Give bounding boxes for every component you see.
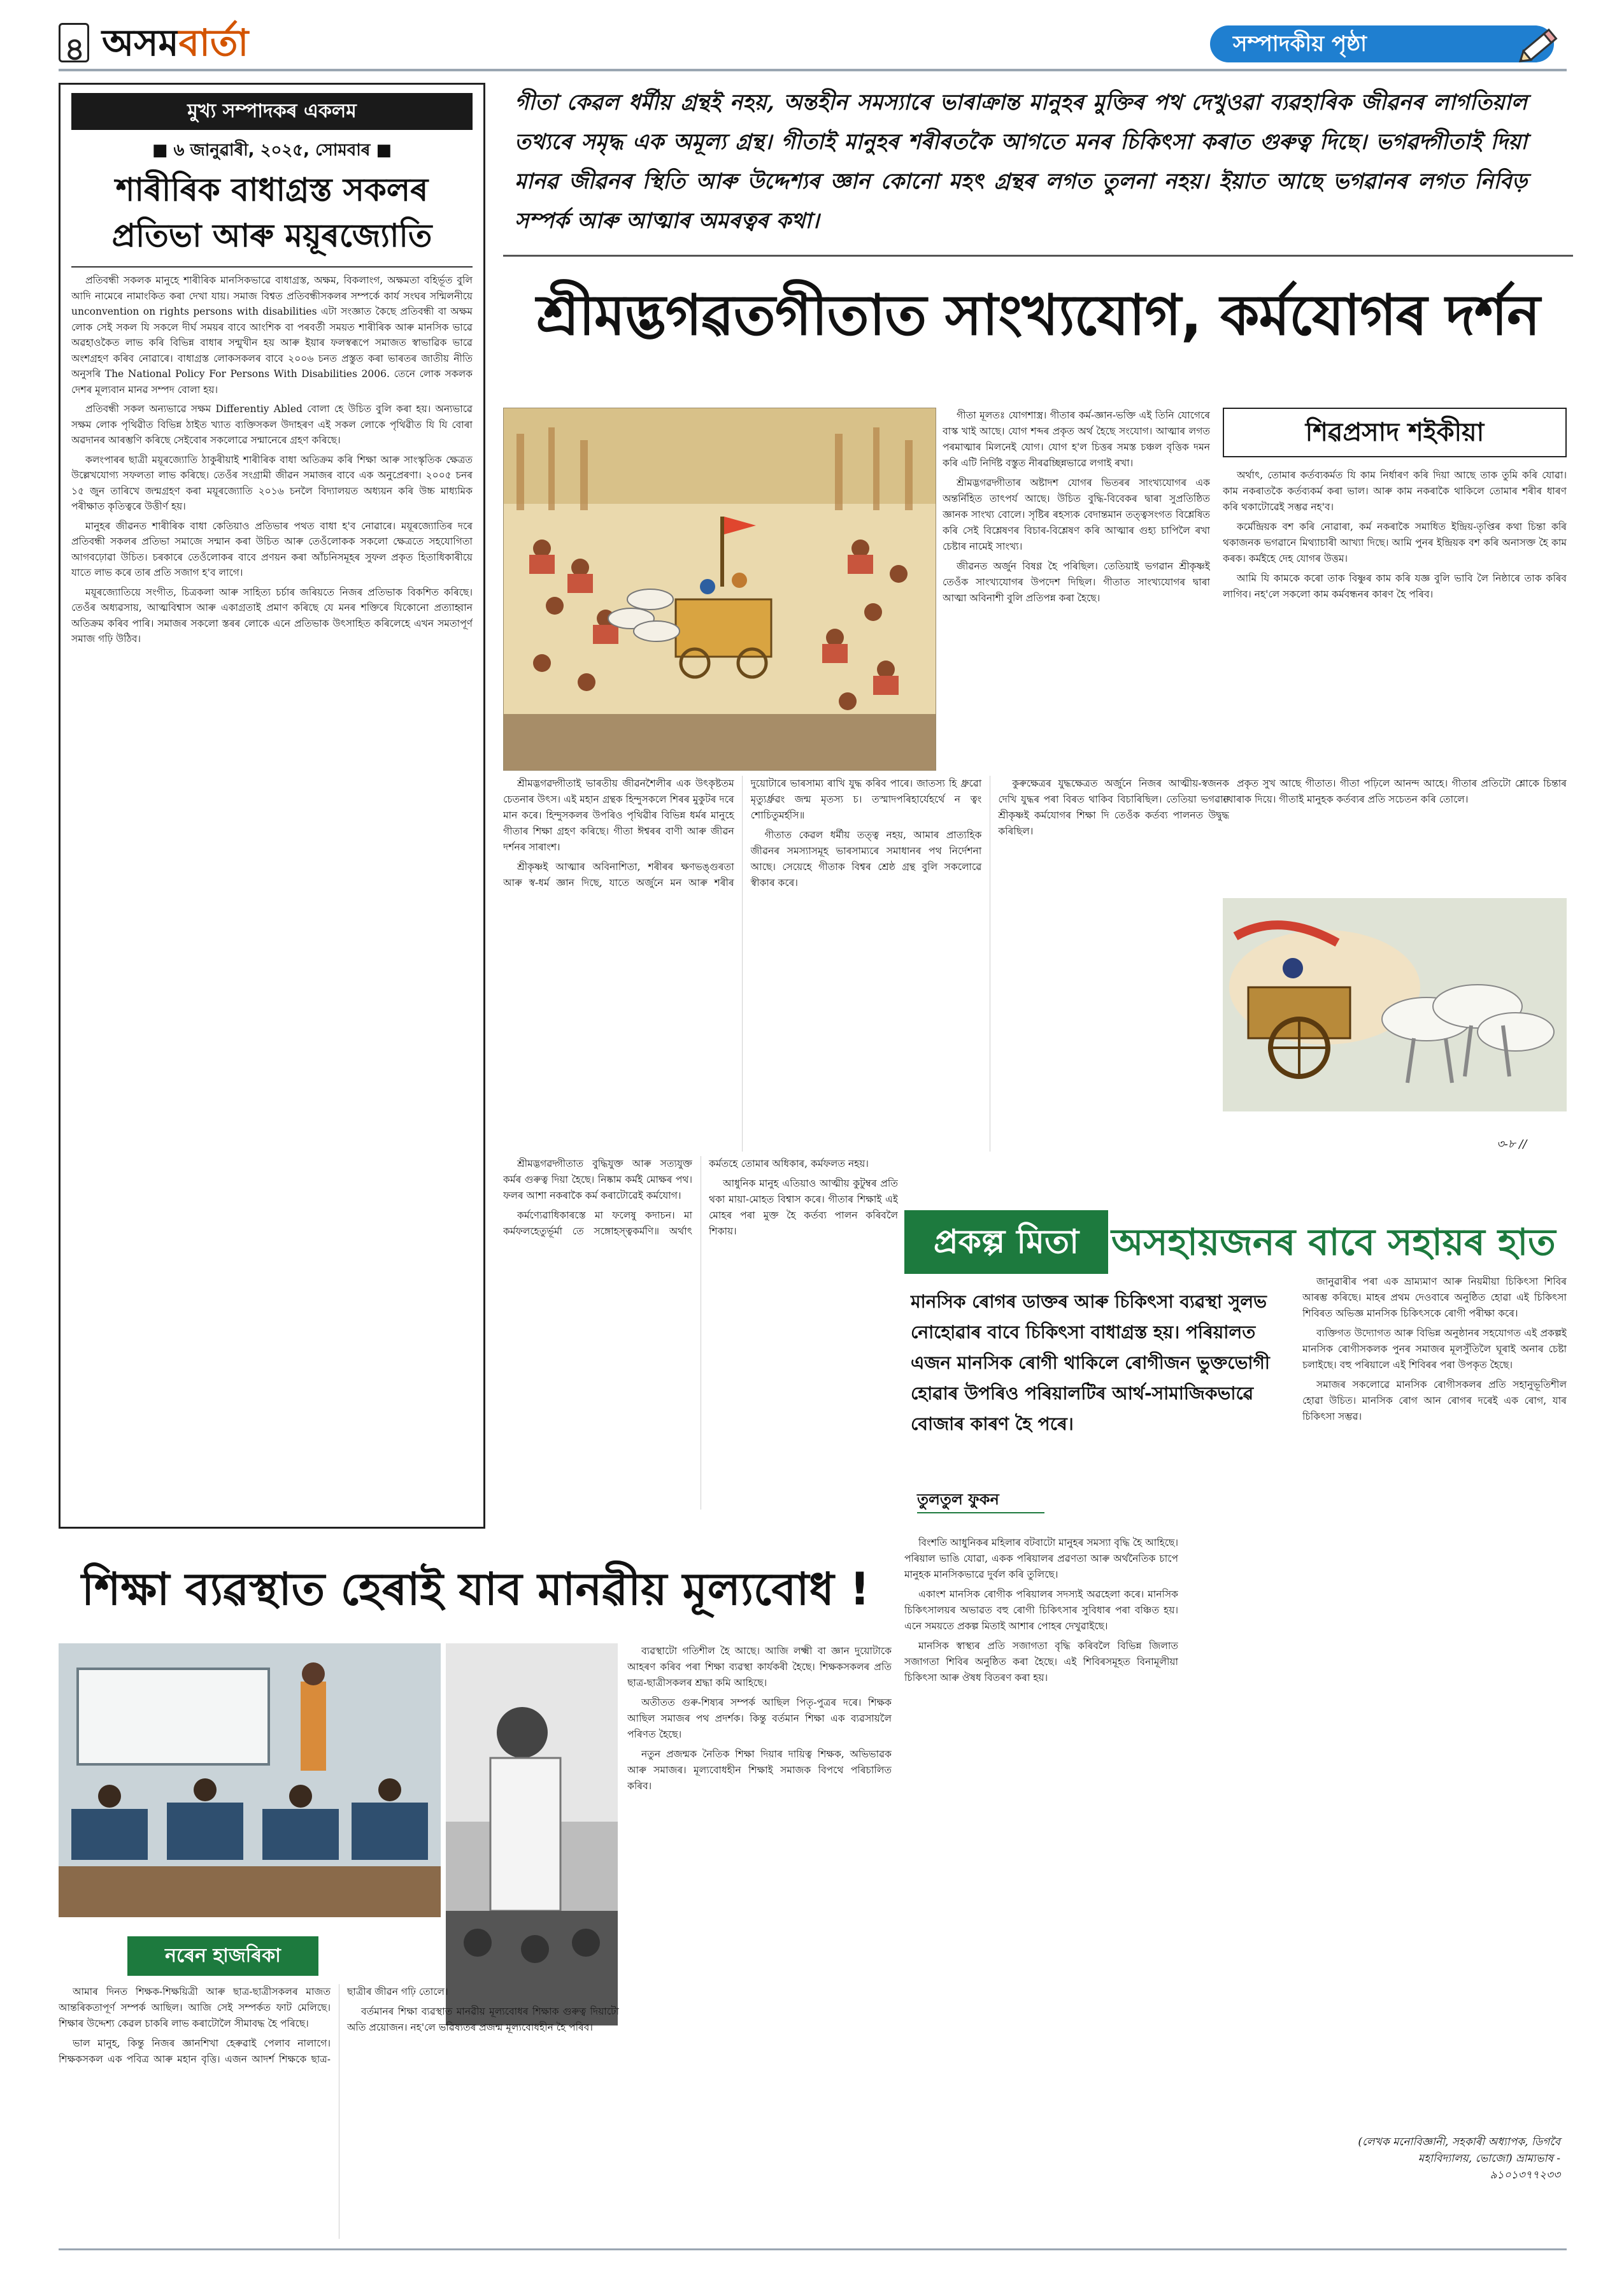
classroom-photo [59,1643,441,1917]
article-signature: ৩-৮ // [1497,1138,1527,1151]
paragraph: আমাৰ দিনত শিক্ষক-শিক্ষয়িত্ৰী আৰু ছাত্ৰ-ছাত্ৰীসকলৰ মাজত আন্তৰিকতাপূৰ্ণ সম্পৰ্ক আছিল। আজি সেই সম্পৰ্কত ফাট মেলিছে। শিক্ষাৰ উদ্দেশ্য কেৱল চাকৰি লাভ কৰাটোলৈ সীমাবদ্ধ হৈ পৰিছে। [59,1986,331,2029]
paragraph: মানুহৰ জীৱনত শাৰীৰিক বাধা কেতিয়াও প্ৰতিভাৰ পথত বাধা হ'ব নোৱাৰে। ময়ূৰজ্যোতিৰ দৰে প্ৰতিবন্ধী সকলৰ প্ৰতিভা সমাজে সন্মান কৰা উচিত আৰু তেওঁলোকক সকলো ক্ষেত্ৰতে সহযোগিতা আগবঢ়োৱা উচিত। চৰকাৰে তেওঁলোকৰ বাবে প্ৰণয়ন কৰা আঁচনিসমূহৰ সুফল প্ৰকৃত হিতাধিকাৰীয়ে যাতে লাভ কৰে তাৰ প্ৰতি সজাগ হ'ব লাগে। [71,520,473,578]
education-column-1 [627,1643,892,2236]
paragraph: প্ৰকৃত সুখ আছে গীতাত। গীতা পঢ়িলে আনন্দ আহে। গীতাৰ প্ৰতিটো শ্লোকে চিন্তাৰ খোৰাক দিয়ে। গীতাই মানুহক কৰ্তব্যৰ প্ৰতি সচেতন কৰি তোলে। [1223,778,1567,805]
paragraph: একাংশ মানসিক ৰোগীক পৰিয়ালৰ সদস্যই অৱহেলা কৰে। মানসিক চিকিৎসালয়ৰ অভাৱত বহু ৰোগী চিকিৎসাৰ সুবিধাৰ পৰা বঞ্চিত হয়। এনে সময়তে প্ৰকল্প মিতাই আশাৰ পোহৰ দেখুৱাইছে। [904,1589,1178,1632]
article-author: শিৱপ্ৰসাদ শইকীয়া [1305,418,1485,447]
paragraph: ভাল মানুহ, কিন্তু নিজৰ জ্ঞানশিখা হেৰুৱাই পেলাব নালাগে। শিক্ষকসকল এক পবিত্ৰ আৰু মহান বৃত্তি। এজন আদৰ্শ শিক্ষকে ছাত্ৰ-ছাত্ৰীৰ জীৱন গঢ়ি তোলে। [59,1986,448,2065]
paragraph: কুৰুক্ষেত্ৰৰ যুদ্ধক্ষেত্ৰত অৰ্জুনে নিজৰ আত্মীয়-স্বজনক দেখি যুদ্ধৰ পৰা বিৰত থাকিব বিচাৰিছিল। তেতিয়া ভগৱান শ্ৰীকৃষ্ণই কৰ্মযোগৰ শিক্ষা দি তেওঁক কৰ্তব্য পালনত উদ্বুদ্ধ কৰিছিল। [998,778,1229,837]
paragraph: গীতাত কেৱল ধৰ্মীয় তত্ত্ব নহয়, আমাৰ প্ৰাত্যহিক জীৱনৰ সমস্যাসমূহ ভাৰসাম্যৰে সমাধানৰ পথ নিৰ্দেশনা আছে। সেয়েহে গীতাক বিশ্বৰ শ্ৰেষ্ঠ গ্ৰন্থ বুলি সকলোৱে স্বীকাৰ কৰে। [750,829,982,889]
paragraph: শ্ৰীমদ্ভগৱদ্গীতাত বুদ্ধিযুক্ত আৰু সত্যযুক্ত কৰ্মৰ গুৰুত্ব দিয়া হৈছে। নিষ্কাম কৰ্মই মোক্ষৰ পথ। ফলৰ আশা নকৰাকৈ কৰ্ম কৰাটোৱেই কৰ্মযোগ। [503,1158,692,1201]
article-body-middle [503,776,1229,1152]
education-author: নৰেন হাজৰিকা [127,1936,318,1976]
project-intro: মানসিক ৰোগৰ ডাক্তৰ আৰু চিকিৎসা ব্যৱস্থা সুলভ নোহোৱাৰ বাবে চিকিৎসা বাধাগ্ৰস্ত হয়। পৰিয়ালত এজন মানসিক ৰোগী থাকিলে ৰোগীজন ভুক্তভোগী হোৱাৰ উপৰিও পৰিয়ালটিৰ আৰ্থ-সামাজিকভাৱে বোজাৰ কাৰণ হৈ পৰে। [911,1291,1270,1434]
article-column-b [1223,468,1567,767]
paragraph: ব্যৱস্থাটো গতিশীল হৈ আছে। আজি লক্ষ্মী বা জ্ঞান দুয়োটাকে আহৰণ কৰিব পৰা শিক্ষা ব্যৱস্থা কাৰ্যকৰী হৈছে। শিক্ষকসকলৰ প্ৰতি ছাত্ৰ-ছাত্ৰীসকলৰ শ্ৰদ্ধা কমি আহিছে। [627,1645,892,1689]
paragraph: শ্ৰীকৃষ্ণই আত্মাৰ অবিনাশিতা, শৰীৰৰ ক্ষণভঙ্গুৰতা আৰু স্ব-ধৰ্ম জ্ঞান দিছে, যাতে অৰ্জুনে মন আৰু শৰীৰ দুয়োটাৰে ভাৰসাম্য ৰাখি যুদ্ধ কৰিব পাৰে। জাতস্য হি ধ্ৰুৱো মৃত্যুৰ্ধ্ৰুৱং জন্ম মৃতস্য চ। তস্মাদপৰিহাৰ্যেহৰ্থে ন ত্বং শোচিতুমৰ্হসি॥ [503,778,982,889]
paragraph: শ্ৰীমদ্ভগৱদ্গীতাই ভাৰতীয় জীৱনশৈলীৰ এক উৎকৃষ্টতম চেতনাৰ উৎস। এই মহান গ্ৰন্থক হিন্দুসকলে শিৰৰ মুকুটৰ দৰে মান কৰে। হিন্দুসকলৰ উপৰিও পৃথিৱীৰ বিভিন্ন ধৰ্মৰ মানুহে গীতাৰ শিক্ষা গ্ৰহণ কৰিছে। গীতা ঈশ্বৰৰ বাণী আৰু জীৱন দৰ্শনৰ সাৰাংশ। [503,778,734,853]
education-headline: শিক্ষা ব্যৱস্থাত হেৰাই যাব মানৱীয় মূল্যবোধ ! [82,1563,870,1615]
project-column-1 [904,1535,1178,2236]
paragraph: অতীতত গুৰু-শিষ্যৰ সম্পৰ্ক আছিল পিতৃ-পুত্ৰৰ দৰে। শিক্ষক আছিল সমাজৰ পথ প্ৰদৰ্শক। কিন্তু বৰ্তমান শিক্ষা এক ব্যৱসায়লৈ পৰিণত হৈছে। [627,1697,892,1740]
paragraph: বৰ্তমানৰ শিক্ষা ব্যৱস্থাত মানৱীয় মূল্যবোধৰ শিক্ষাক গুৰুত্ব দিয়াটো অতি প্ৰয়োজন। নহ'লে ভৱিষ্যতৰ প্ৰজন্ম মূল্যবোধহীন হৈ পৰিব। [347,2006,619,2033]
editor-column-date: ■ ৬ জানুৱাৰী, ২০২৫, সোমবাৰ ■ [152,141,392,160]
project-author-credit: (লেখক মনোবিজ্ঞানী, সহকাৰী অধ্যাপক, ডিগবৈ মহাবিদ্যালয়, ভোজো) ভ্ৰাম্যভাষ - ৯১০১৩৭৭২৩৩ [1358,2136,1560,2182]
main-headline: শ্ৰীমদ্ভগৱতগীতাত সাংখ্যযোগ, কৰ্মযোগৰ দৰ্শন [536,282,1540,348]
paragraph: কলংপাৰৰ ছাত্ৰী ময়ূৰজ্যোতি ঠাকুৰীয়াই শাৰীৰিক বাধা অতিক্ৰম কৰি শিক্ষা আৰু সাংস্কৃতিক ক্ষেত্ৰত উল্লেখযোগ্য সফলতা লাভ কৰিছে। তেওঁৰ সংগ্ৰামী জীৱন সমাজৰ বাবে এক অনুপ্ৰেৰণা। ২০০৫ চনৰ ১৫ জুন তাৰিখে জন্মগ্ৰহণ কৰা ময়ূৰজ্যোতি ২০১৬ চনলৈ বিদ্যালয়ত অধ্যয়ন কৰি উচ্চ মাধ্যমিক পৰীক্ষাত কৃতিত্বৰে উত্তীৰ্ণ হয়। [71,454,473,512]
footer-rule [59,2248,1567,2250]
project-title: অসহায়জনৰ বাবে সহায়ৰ হাত [1111,1220,1556,1264]
editor-column-body [71,273,473,1524]
article-column-c [1223,776,1567,890]
paragraph: গীতা মূলতঃ যোগশাস্ত্ৰ। গীতাৰ কৰ্ম-জ্ঞান-ভক্তি এই তিনি যোগেৰে বাস্ক খাই আছে। যোগ শব্দৰ প্ৰকৃত অৰ্থ হৈছে সংযোগ। আত্মাৰ লগত পৰমাত্মাৰ মিলনেই যোগ। যোগ হ'ল চিত্তৰ সমস্ত চঞ্চল বৃত্তিক দমন কৰি এটি নিৰ্দিষ্ট বস্তুত নীৰৱচ্ছিন্নভাৱে লগাই ৰখা। [943,410,1210,469]
editor-column-title: শাৰীৰিক বাধাগ্ৰস্ত সকলৰ প্ৰতিভা আৰু ময়ূৰজ্যোতি [111,171,432,254]
page-number: ৪ [64,31,85,68]
paragraph: আমি যি কামকে কৰো তাক বিষ্ণুৰ কাম কৰি যজ্ঞ বুলি ভাবি লৈ নিষ্ঠাৰে তাক কৰিব লাগিব। নহ'লে সকলো কাম কৰ্মবন্ধনৰ কাৰণ হৈ পৰিব। [1223,573,1567,600]
paragraph: ময়ূৰজ্যোতিয়ে সংগীত, চিত্ৰকলা আৰু সাহিত্য চৰ্চাৰ জৰিয়তে নিজৰ প্ৰতিভাক বিকশিত কৰিছে। তেওঁৰ অধ্যৱসায়, আত্মবিশ্বাস আৰু একাগ্ৰতাই প্ৰমাণ কৰিছে যে মনৰ শক্তিৰে যিকোনো প্ৰত্যাহ্বান অতিক্ৰম কৰিব পাৰি। সমাজৰ সকলো স্তৰৰ লোকে এনে প্ৰতিভাক উৎসাহিত কৰিলেহে এখন সমতাপূৰ্ণ সমাজ গঢ়ি উঠিব। [71,586,473,645]
project-column-2 [1302,1274,1567,2236]
teacher-photo [446,1643,618,2025]
paragraph: প্ৰতিবন্ধী সকলক মানুহে শাৰীৰিক মানসিকভাৱে বাধাগ্ৰস্ত, অক্ষম, বিকলাংগ, অক্ষমতা বহিৰ্ভূত বুলি আদি নামেৰে নামাংকিত কৰা দেখা যায়। সমাজ বিশ্বত প্ৰতিবন্ধীসকলৰ সম্পৰ্কে কাৰ্য সংঘৰ সন্মিলনীয়ে unconvention on rights persons with disabilities এটা সংজ্ঞাত কৈছে প্ৰতিবন্ধী বা অক্ষম লোক সেই সকল যি সকলে দীৰ্ঘ সময়ৰ বাবে আংশিক বা পৰবৰ্তী সময়ত শাৰীৰিক আৰু মানসিক ভাৱে অৱহাওকৈত লাভ কৰি বিভিন্ন বাধাৰ সন্মুখীন হয় আৰু ইয়াৰ ফলস্বৰূপে সমাজত স্বাভাৱিক ভাৱে অংশগ্ৰহণ কৰিব নোৱাৰে। বাধাগ্ৰস্ত লোকসকলৰ বাবে ২০০৬ চনত প্ৰস্তুত কৰা ভাৰতৰ জাতীয় নীতি অনুসৰি The National Policy For Persons With Disabilities 2006. তেনে লোক সকলক দেশৰ মূল্যবান মানৱ সম্পদ বোলা হয়। [71,275,473,396]
logo-part1: অসম [102,21,179,64]
kurukshetra-painting [503,408,936,771]
paragraph: মানসিক স্বাস্থ্যৰ প্ৰতি সজাগতা বৃদ্ধি কৰিবলৈ বিভিন্ন জিলাত সজাগতা শিবিৰ অনুষ্ঠিত কৰা হৈছে। এই শিবিৰসমূহত বিনামূলীয়া চিকিৎসা আৰু ঔষধ বিতৰণ কৰা হয়। [904,1640,1178,1683]
paragraph: সমাজৰ সকলোৱে মানসিক ৰোগীসকলৰ প্ৰতি সহানুভূতিশীল হোৱা উচিত। মানসিক ৰোগ আন ৰোগৰ দৰেই এক ৰোগ, যাৰ চিকিৎসা সম্ভৱ। [1302,1379,1567,1422]
chariot-painting [1223,898,1567,1111]
article-column-a [943,408,1210,771]
paragraph: আধুনিক মানুহ এতিয়াও আত্মীয় কুটুম্বৰ প্ৰতি থকা মায়া-মোহত বিশ্বাস কৰে। গীতাৰ শিক্ষাই এই মোহৰ পৰা মুক্ত হৈ কৰ্তব্য পালন কৰিবলৈ শিকায়। [709,1178,898,1237]
editor-title-rule [71,266,473,268]
article-body-bottom [503,1156,898,1510]
paragraph: জীৱনত অৰ্জুন বিষণ্ণ হৈ পৰিছিল। তেতিয়াই ভগৱান শ্ৰীকৃষ্ণই তেওঁক সাংখ্যযোগৰ উপদেশ দিছিল। গীতাত সাংখ্যযোগৰ দ্বাৰা আত্মা অবিনাশী বুলি প্ৰতিপন্ন কৰা হৈছে। [943,561,1210,604]
paragraph: শ্ৰীমদ্ভগৱদ্গীতাৰ অষ্টাদশ যোগৰ ভিতৰৰ সাংখ্যযোগৰ এক অন্তৰ্নিহিত তাৎপৰ্য আছে। উচিত বুদ্ধি-বিবেকৰ দ্বাৰা সুপ্ৰতিষ্ঠিত জ্ঞানক সাংখ্য বোলে। সৃষ্টিৰ ৰহস্যক বেদান্তমান তত্ত্বসংগত বিশ্লেষিত কৰি সেই বিশ্লেষণৰ বিচাৰ-বিশ্লেষণ কৰি আত্মাৰ গুহ্য চাপিলৈ ৰখা চেষ্টাৰ নামেই সাংখ্য। [943,477,1210,552]
section-label: সম্পাদকীয় পৃষ্ঠা [1210,25,1554,62]
paragraph: অৰ্থাৎ, তোমাৰ কৰ্তব্যকৰ্মত যি কাম নিৰ্ধাৰণ কৰি দিয়া আছে তাক তুমি কৰি যোৱা। কাম নকৰাতকৈ কৰ্তব্যকৰ্ম কৰা ভাল। আৰু কাম নকৰাকৈ থাকিলে তোমাৰ শৰীৰ ধাৰণ কৰি থকাটোৱেই সম্ভৱ নহ'ব। [1223,469,1567,513]
pencil-icon [1511,17,1568,74]
logo-part2: বাৰ্তা [178,21,249,64]
project-label: প্ৰকল্প মিতা [904,1210,1108,1274]
editor-column-header: মুখ্য সম্পাদকৰ একলম [71,93,473,130]
paragraph: জানুৱাৰীৰ পৰা এক ভ্ৰাম্যমাণ আৰু নিয়মীয়া চিকিৎসা শিবিৰ আৰম্ভ কৰিছে। মাহৰ প্ৰথম দেওবাৰে অনুষ্ঠিত হোৱা এই চিকিৎসা শিবিৰত অভিজ্ঞ মানসিক চিকিৎসকে ৰোগী পৰীক্ষা কৰে। [1302,1276,1567,1319]
paragraph: নতুন প্ৰজন্মক নৈতিক শিক্ষা দিয়াৰ দায়িত্ব শিক্ষক, অভিভাৱক আৰু সমাজৰ। মূল্যবোধহীন শিক্ষাই সমাজক বিপথে পৰিচালিত কৰিব। [627,1748,892,1792]
project-author: তুলতুল ফুকন [917,1488,1044,1513]
paragraph: কৰ্মণ্যেৱাধিকাৰস্তে মা ফলেষু কদাচন। মা কৰ্মফলহেতুৰ্ভূৰ্মা তে সঙ্গোহস্ত্বকৰ্মণি॥ অৰ্থাৎ কৰ্মতহে তোমাৰ অধিকাৰ, কৰ্মফলত নহয়। [503,1158,869,1237]
paragraph: প্ৰতিবন্ধী সকল অন্যভাৱে সক্ষম Differentiy Abled বোলা হে উচিত বুলি কৰা হয়। অন্যভাৱে সক্ষম লোক পৃথিৱীত বিভিন্ন ঠাইত খ্যাত ব্যক্তিসকল উদাহৰণ এই সকল লোকে পৃথিৱীত যি যি বোৰা অৱদানৰ আৰম্ভণি কৰিছে সেইবোৰ সকলোৱে সন্মানেৰে গ্ৰহণ কৰিছে। [71,403,473,446]
intro-rule [503,255,1573,257]
newspaper-logo [102,19,267,66]
paragraph: বিংশতি আধুনিকৰ মহিলাৰ বটবাটো মানুহৰ সমস্যা বৃদ্ধি হৈ আহিছে। পৰিয়াল ভাঙি যোৱা, একক পৰিয়ালৰ প্ৰৱণতা আৰু অৰ্থনৈতিক চাপে মানুহক মানসিকভাৱে দুৰ্বল কৰি তুলিছে। [904,1537,1178,1580]
paragraph: কৰ্মেন্দ্ৰিয়ক বশ কৰি নোৱাৰা, কৰ্ম নকৰাকৈ সমাধিত ইন্দ্ৰিয়-তৃপ্তিৰ কথা চিন্তা কৰি থকাজনক ভগৱানে মিথ্যাচাৰী আখ্যা দিছে। আমি পুনৰ ইন্দ্ৰিয়ক বশ কৰি অনাসক্ত হৈ কাম কৰক। কৰ্মইহে দেহ যোগৰ উত্তম। [1223,521,1567,564]
paragraph: ব্যক্তিগত উদ্যোগত আৰু বিভিন্ন অনুষ্ঠানৰ সহযোগত এই প্ৰকল্পই মানসিক ৰোগীসকলক পুনৰ সমাজৰ মূলসুঁতিলৈ ঘূৰাই অনাৰ চেষ্টা চলাইছে। বহু পৰিয়ালে এই শিবিৰৰ পৰা উপকৃত হৈছে। [1302,1327,1567,1371]
intro-quote: গীতা কেৱল ধৰ্মীয় গ্ৰন্থই নহয়, অন্তহীন সমস্যাৰে ভাৰাক্ৰান্ত মানুহৰ মুক্তিৰ পথ দেখুওৱা ব্যৱহাৰিক জীৱনৰ লাগতিয়াল তথ্যৰে সমৃদ্ধ এক অমূল্য গ্ৰন্থ। গীতাই মানুহৰ শৰীৰতকৈ আগতে মনৰ চিকিৎসা কৰাত গুৰুত্ব দিছে। ভগৱদ্গীতাই দিয়া মানৱ জীৱনৰ স্থিতি আৰু উদ্দেশ্যৰ জ্ঞান কোনো মহৎ গ্ৰন্থৰ লগত তুলনা নহয়। ইয়াত আছে ভগৱানৰ লগত নিবিড় সম্পৰ্ক আৰু আত্মাৰ অমৰত্বৰ কথা। [515,90,1527,234]
education-body [59,1984,619,2239]
header-rule [59,69,1567,71]
